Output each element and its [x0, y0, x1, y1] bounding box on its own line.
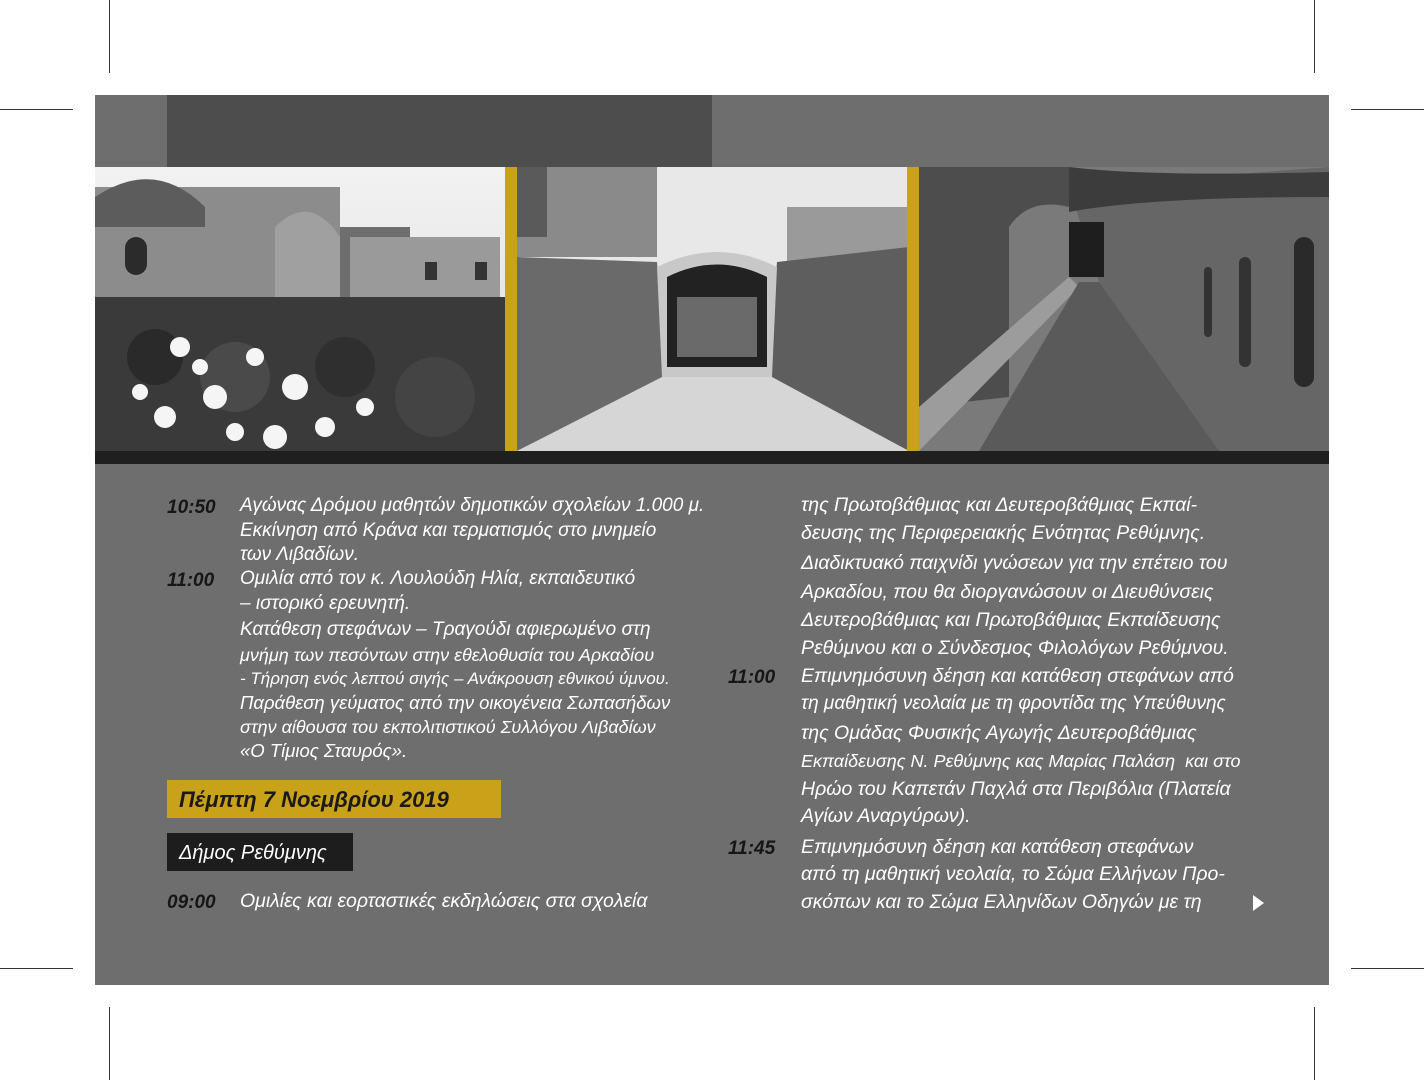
photo-arcade-corridor: [919, 167, 1329, 451]
entry-text: Εκπαίδευσης Ν. Ρεθύμνης κας Μαρίας Παλάση και στο: [801, 751, 1241, 771]
intro-line: δευσης της Περιφερειακής Ενότητας Ρεθύμνης.: [801, 522, 1206, 544]
intro-line: Ρεθύμνου και ο Σύνδεσμος Φιλολόγων Ρεθύμνου.: [801, 637, 1229, 659]
photo-monastery-garden: [95, 167, 505, 451]
crop-mark: [109, 0, 110, 73]
entry-text: Εκκίνηση από Κράνα και τερματισμός στο μνημείο: [240, 520, 657, 541]
entry-text: Αγίων Αναργύρων).: [801, 805, 971, 827]
intro-line: Αρκαδίου, που θα διοργανώσουν οι Διευθύνσεις: [801, 581, 1214, 603]
intro-line: της Πρωτοβάθμιας και Δευτεροβάθμιας Εκπαί-: [801, 494, 1198, 516]
municipality-label: Δήμος Ρεθύμνης: [179, 842, 327, 864]
intro-line: Δευτεροβάθμιας και Πρωτοβάθμιας Εκπαίδευσης: [801, 609, 1221, 631]
crop-mark: [1314, 0, 1315, 73]
header-band: [167, 95, 712, 167]
entry-time: 11:45: [728, 838, 776, 859]
entry-text: Παράθεση γεύματος από την οικογένεια Σωπασήδων: [240, 692, 671, 713]
entry-text: Επιμνημόσυνη δέηση και κατάθεση στεφάνων από: [801, 665, 1234, 687]
accent-divider: [505, 167, 517, 451]
entry-text: Αγώνας Δρόμου μαθητών δημοτικών σχολείων 1.000 μ.: [240, 495, 705, 516]
entry-text: μνήμη των πεσόντων στην εθελοθυσία του Αρκαδίου: [240, 645, 655, 665]
entry-text: Ομιλία από τον κ. Λουλούδη Ηλία, εκπαιδευτικό: [240, 568, 636, 589]
entry-text: τη μαθητική νεολαία με τη φροντίδα της Υπεύθυνης: [801, 693, 1226, 714]
entry-text: της Ομάδας Φυσικής Αγωγής Δευτεροβάθμιας: [801, 722, 1197, 744]
entry-text: των Λιβαδίων.: [240, 544, 360, 565]
entry-time: 11:00: [728, 667, 776, 688]
entry-text: – ιστορικό ερευνητή.: [240, 593, 411, 614]
entry-text: από τη μαθητική νεολαία, το Σώμα Ελλήνων Προ-: [801, 863, 1225, 885]
entry-time: 11:00: [167, 570, 215, 591]
entry-text: Επιμνημόσυνη δέηση και κατάθεση στεφάνων: [801, 836, 1194, 858]
accent-divider: [907, 167, 919, 451]
entry-text: Κατάθεση στεφάνων – Τραγούδι αφιερωμένο στη: [240, 619, 651, 640]
entry-text: Ομιλίες και εορταστικές εκδηλώσεις στα σχολεία: [240, 890, 648, 912]
entry-text: - Τήρηση ενός λεπτού σιγής – Ανάκρουση εθνικού ύμνου.: [240, 669, 670, 688]
entry-text: στην αίθουσα του εκπολιτιστικού Συλλόγου Λιβαδίων: [240, 717, 656, 737]
date-label-box: [167, 780, 501, 818]
crop-mark: [1351, 109, 1424, 110]
crop-mark: [109, 1007, 110, 1080]
photo-strip: [95, 167, 1329, 451]
municipality-label-box: [167, 833, 353, 871]
crop-mark: [1314, 1007, 1315, 1080]
crop-mark: [0, 109, 73, 110]
photo-vaulted-passage: [517, 167, 909, 451]
entry-text: σκόπων και το Σώμα Ελληνίδων Οδηγών με τη: [801, 891, 1202, 913]
entry-time: 10:50: [167, 497, 216, 518]
divider-bar: [95, 451, 1329, 464]
crop-mark: [1351, 968, 1424, 969]
triangle-right-icon: [1253, 895, 1264, 911]
entry-text: Ηρώο του Καπετάν Παχλά στα Περιβόλια (Πλατεία: [801, 778, 1231, 800]
crop-mark: [0, 968, 73, 969]
entry-text: «Ο Τίμιος Σταυρός».: [240, 740, 408, 761]
entry-time: 09:00: [167, 892, 216, 913]
date-label: Πέμπτη 7 Νοεμβρίου 2019: [179, 787, 449, 812]
intro-line: Διαδικτυακό παιχνίδι γνώσεων για την επέτειο του: [801, 552, 1228, 574]
